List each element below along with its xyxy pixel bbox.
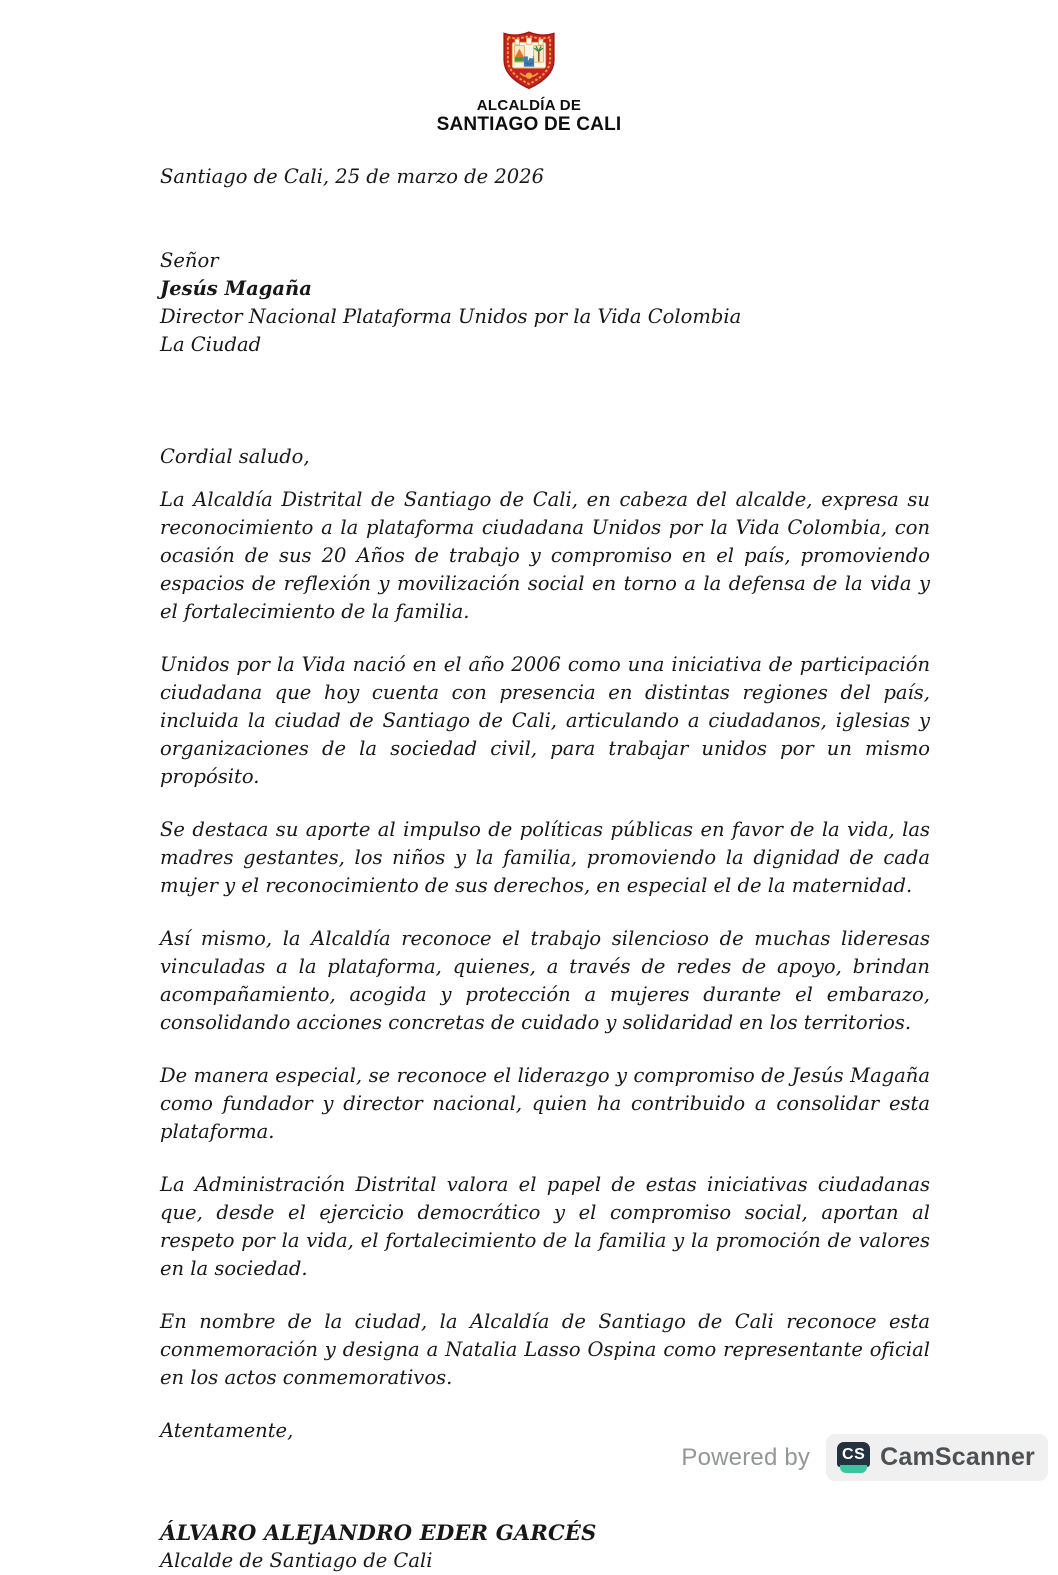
recipient-name: Jesús Magaña — [160, 277, 312, 301]
camscanner-icon-letters: CS — [837, 1442, 870, 1467]
date-line: Santiago de Cali, 25 de marzo de 2026 — [160, 165, 545, 189]
org-name — [0, 98, 1058, 135]
signature-block — [160, 1519, 930, 1575]
letter-paragraph: La Alcaldía Distrital de Santiago de Cali, en cabeza del alcalde, expresa su reconocimiento a la plataforma ciudadana Unidos por la Vida Colombia, con ocasión de sus 20 Años de trabajo y compromiso en el país, promoviendo espacios de reflexión y movilización social en torno a la defensa de la vida y el fortalecimiento de la familia. — [160, 488, 930, 624]
greeting: Cordial saludo, — [160, 445, 310, 469]
letter-paragraph: Unidos por la Vida nació en el año 2006 como una iniciativa de participación ciudadana que hoy cuenta con presencia en distintas regiones del país, incluida la ciudad de Santiago de Cali, articulando a ciudadanos, iglesias y organizaciones de la sociedad civil, para trabajar unidos por un mismo propósito. — [160, 653, 930, 789]
letter-paragraphs — [160, 486, 930, 1392]
letter-paragraph: Se destaca su aporte al impulso de políticas públicas en favor de la vida, las madres gestantes, los niños y la familia, promoviendo la dignidad de cada mujer y el reconocimiento de sus derechos, en especial el de la maternidad. — [160, 818, 930, 898]
letter-paragraph: Así mismo, la Alcaldía reconoce el trabajo silencioso de muchas lideresas vinculadas a la plataforma, quienes, a través de redes de apoyo, brindan acompañamiento, acogida y protección a mujeres durante el embarazo, consolidando acciones concretas de cuidado y solidaridad en los territorios. — [160, 927, 930, 1035]
signature-role: Alcalde de Santiago de Cali — [160, 1549, 433, 1573]
cali-coat-of-arms-logo — [496, 27, 562, 91]
recipient-city: La Ciudad — [160, 333, 262, 357]
org-name-line2: SANTIAGO DE CALI — [436, 113, 622, 135]
closing: Atentamente, — [160, 1419, 294, 1443]
camscanner-icon — [837, 1442, 870, 1473]
letterhead — [0, 0, 1058, 135]
org-name-line1: ALCALDÍA DE — [476, 97, 582, 114]
letter-body — [160, 163, 930, 1575]
recipient-block — [160, 247, 930, 359]
letter-paragraph: La Administración Distrital valora el papel de estas iniciativas ciudadanas que, desde el ejercicio democrático y el compromiso social, aportan al respeto por la vida, el fortalecimiento de la familia y la promoción de valores en la sociedad. — [160, 1173, 930, 1281]
camscanner-brand-label: CamScanner — [880, 1443, 1035, 1471]
recipient-salutation: Señor — [160, 249, 219, 273]
camscanner-footer — [681, 1434, 1048, 1481]
letter-paragraph: En nombre de la ciudad, la Alcaldía de Santiago de Cali reconoce esta conmemoración y designa a Natalia Lasso Ospina como representante oficial en los actos conmemorativos. — [160, 1310, 930, 1390]
signature-name: ÁLVARO ALEJANDRO EDER GARCÉS — [160, 1520, 597, 1546]
recipient-title: Director Nacional Plataforma Unidos por la Vida Colombia — [160, 305, 742, 329]
powered-by-label: Powered by — [681, 1443, 811, 1471]
camscanner-icon-accent — [840, 1465, 867, 1473]
letter-paragraph: De manera especial, se reconoce el liderazgo y compromiso de Jesús Magaña como fundador y director nacional, quien ha contribuido a consolidar esta plataforma. — [160, 1064, 930, 1144]
camscanner-link[interactable] — [826, 1434, 1048, 1481]
